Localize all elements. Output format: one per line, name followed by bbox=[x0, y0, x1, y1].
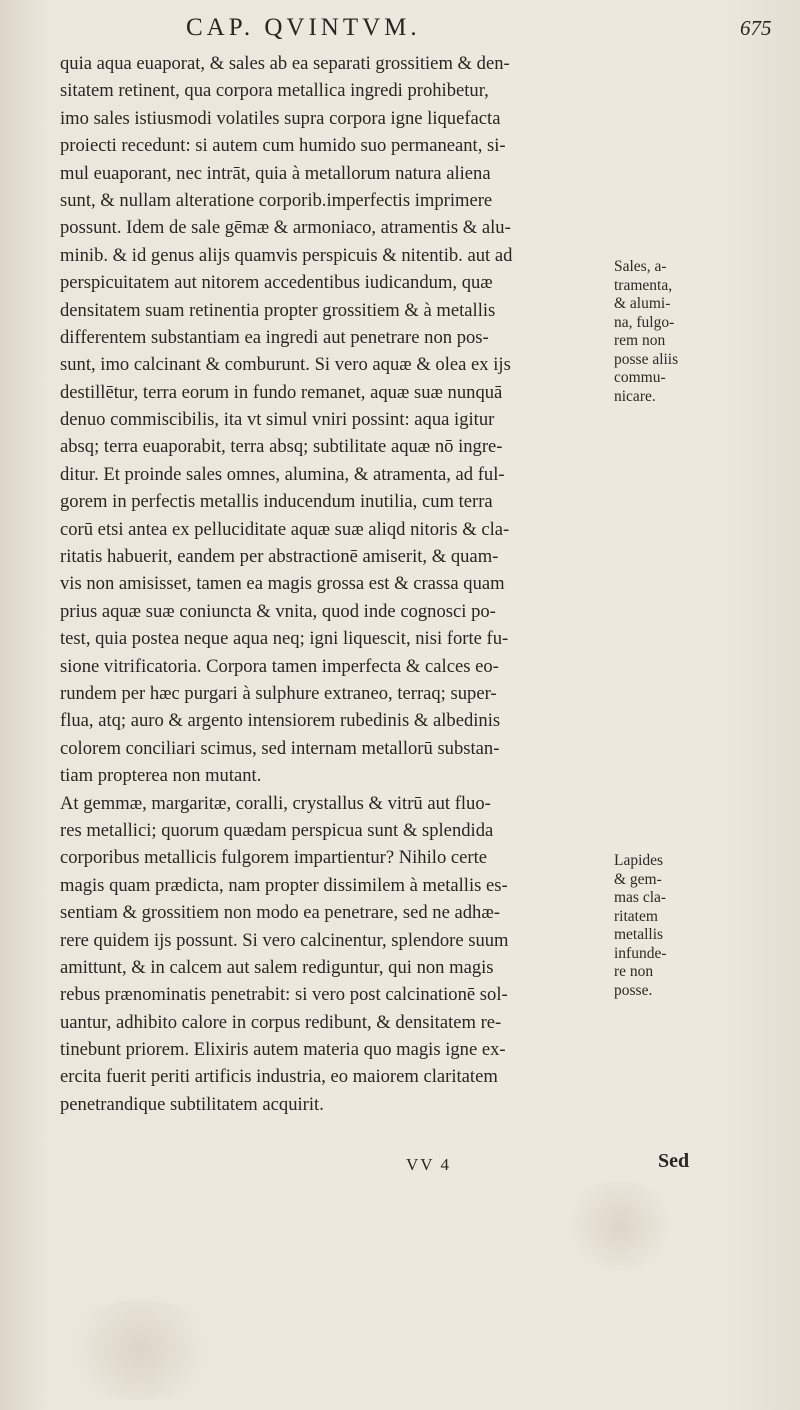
margin-note-line: & alumi- bbox=[614, 295, 671, 312]
text-line: colorem conciliari scimus, sed internam metallorū substan- bbox=[60, 737, 500, 759]
catchword: Sed bbox=[658, 1150, 690, 1172]
text-line: gorem in perfectis metallis inducendum inutilia, cum terra bbox=[60, 491, 493, 513]
text-line: sentiam & grossitiem non modo ea penetrare, sed ne adhæ- bbox=[60, 902, 500, 924]
text-line: ercita fuerit periti artificis industria, eo maiorem claritatem bbox=[60, 1066, 498, 1088]
text-line: At gemmæ, margaritæ, coralli, crystallus & vitrū aut fluo- bbox=[60, 792, 491, 814]
margin-note-sales bbox=[614, 258, 694, 406]
margin-note-line: metallis bbox=[614, 926, 664, 943]
text-line: sunt, & nullam alteratione corporib.imperfectis imprimere bbox=[60, 189, 493, 211]
text-line: sitatem retinent, qua corpora metallica ingredi prohibetur, bbox=[60, 80, 489, 102]
chapter-title: CAP. QVINTVM. bbox=[186, 14, 421, 41]
paper-stain bbox=[560, 1180, 680, 1270]
text-line: test, quia postea neque aqua neq; igni liquescit, nisi forte fu- bbox=[60, 628, 509, 650]
text-line: densitatem suam retinentia propter grossitiem & à metallis bbox=[60, 299, 496, 321]
text-line: prius aquæ suæ coniuncta & vnita, quod inde cognosci po- bbox=[60, 600, 496, 622]
margin-note-lapides bbox=[614, 852, 694, 1000]
text-line: penetrandique subtilitatem acquirit. bbox=[60, 1093, 324, 1115]
text-line: mul euaporant, nec intrāt, quia à metallorum natura aliena bbox=[60, 162, 491, 184]
text-line: perspicuitatem aut nitorem accedentibus iudicandum, quæ bbox=[60, 272, 493, 294]
text-line: ditur. Et proinde sales omnes, alumina, & atramenta, ad ful- bbox=[60, 463, 505, 485]
signature-mark: VV 4 bbox=[406, 1155, 451, 1174]
text-line: corporibus metallicis fulgorem impartientur? Nihilo certe bbox=[60, 847, 488, 869]
text-line: uantur, adhibito calore in corpus redibunt, & densitatem re- bbox=[60, 1011, 502, 1033]
text-line: quia aqua euaporat, & sales ab ea separati grossitiem & den- bbox=[60, 53, 510, 74]
margin-note-line: posse. bbox=[614, 981, 653, 999]
margin-note-line: nicare. bbox=[614, 387, 656, 405]
text-line: tinebunt priorem. Elixiris autem materia quo magis igne ex- bbox=[60, 1039, 506, 1061]
text-line: res metallici; quorum quædam perspicua sunt & splendida bbox=[60, 819, 494, 841]
text-line: rere quidem ijs possunt. Si vero calcinentur, splendore suum bbox=[60, 929, 509, 951]
margin-note-line: commu- bbox=[614, 369, 666, 386]
margin-note-line: re non bbox=[614, 963, 654, 980]
margin-note-line: posse aliis bbox=[614, 350, 679, 368]
text-line: differentem substantiam ea ingredi aut penetrare non pos- bbox=[60, 326, 489, 348]
paper-stain bbox=[60, 1300, 220, 1400]
margin-note-line: tramenta, bbox=[614, 276, 673, 294]
margin-note-line: & gem- bbox=[614, 870, 662, 888]
text-line: tiam propterea non mutant. bbox=[60, 765, 262, 787]
text-line: rundem per hæc purgari à sulphure extraneo, terraq; super- bbox=[60, 682, 497, 704]
text-line: flua, atq; auro & argento intensiorem rubedinis & albedinis bbox=[60, 710, 501, 732]
text-line: sione vitrificatoria. Corpora tamen imperfecta & calces eo- bbox=[60, 655, 499, 677]
text-line: absq; terra euaporabit, terra absq; subtilitate aquæ nō ingre- bbox=[60, 436, 503, 458]
margin-note-line: infunde- bbox=[614, 944, 667, 962]
text-line: amittunt, & in calcem aut salem rediguntur, qui non magis bbox=[60, 956, 494, 978]
text-line: possunt. Idem de sale gēmæ & armoniaco, atramentis & alu- bbox=[60, 217, 511, 239]
text-line: vis non amisisset, tamen ea magis grossa est & crassa quam bbox=[60, 573, 505, 595]
page-number: 675 bbox=[740, 16, 772, 40]
margin-note-line: rem non bbox=[614, 332, 666, 349]
margin-note-line: mas cla- bbox=[614, 889, 667, 906]
text-line: destillētur, terra eorum in fundo remanet, aquæ suæ nunquā bbox=[60, 381, 503, 403]
running-header bbox=[0, 14, 800, 44]
text-line: corū etsi antea ex pelluciditate aquæ suæ aliqd nitoris & cla- bbox=[60, 518, 510, 540]
text-line: imo sales istiusmodi volatiles supra corpora igne liquefacta bbox=[60, 107, 501, 129]
main-text-column bbox=[60, 50, 605, 1118]
text-line: proiecti recedunt: si autem cum humido suo permaneant, si- bbox=[60, 135, 506, 157]
text-line: ritatis habuerit, eandem per abstractionē amiserit, & quam- bbox=[60, 546, 499, 568]
text-line: sunt, imo calcinant & comburunt. Si vero aquæ & olea ex ijs bbox=[60, 354, 511, 376]
text-line: magis quam prædicta, nam propter dissimilem à metallis es- bbox=[60, 874, 508, 896]
margin-note-line: Sales, a- bbox=[614, 258, 667, 275]
text-line: rebus prænominatis penetrabit: si vero post calcinationē sol- bbox=[60, 984, 508, 1006]
margin-note-line: na, fulgo- bbox=[614, 313, 675, 331]
margin-note-line: Lapides bbox=[614, 852, 664, 869]
margin-note-line: ritatem bbox=[614, 907, 658, 925]
text-line: denuo commiscibilis, ita vt simul vniri possint: aqua igitur bbox=[60, 409, 495, 431]
text-line: minib. & id genus alijs quamvis perspicuis & nitentib. aut ad bbox=[60, 244, 513, 266]
